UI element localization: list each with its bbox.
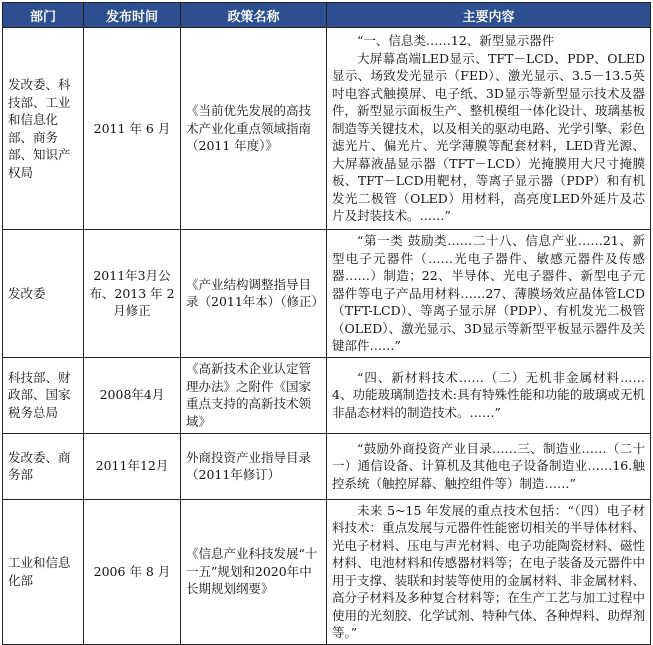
- dept-cell: 工业和信息化部: [3, 499, 84, 644]
- date-cell: 2011年3月公布、2013 年 2 月修正: [84, 230, 181, 358]
- content-paragraph: “第一类 鼓励类……二十八、信息产业……21、新型电子元器件（……光电子器件、敏感元器件及传感器……）制造；22、半导体、光电子器件、新型电子元器件等电子产品用材料……27、薄膜场效应晶体管LCD（TFT-LCD）、等离子显示屏（PDP）、有机发光二极管（OLED）、激光显示、3D显示等新型平板显示器件及关键部件……”: [332, 233, 645, 353]
- table-row: [3, 433, 651, 499]
- policy-cell: 《信息产业科技发展“十一五”规划和2020年中长期规划纲要》: [181, 499, 327, 644]
- table-row: [3, 230, 651, 358]
- policy-table: [2, 2, 651, 645]
- content-cell: [327, 28, 651, 230]
- content-cell: [327, 499, 651, 644]
- date-cell: 2006 年 8 月: [84, 499, 181, 644]
- date-cell: 2008年4月: [84, 357, 181, 433]
- policy-cell: 《高新技术企业认定管理办法》之附件《国家重点支持的高新技术领域》: [181, 357, 327, 433]
- policy-cell: 《当前优先发展的高技术产业化重点领域指南（2011 年度）》: [181, 28, 327, 230]
- header-date: 发布时间: [84, 3, 181, 28]
- content-paragraph: “鼓励外商投资产业目录……三、制造业……（二十一）通信设备、计算机及其他电子设备制造业……16.触控系统（触控屏幕、触控组件等）制造……”: [332, 440, 645, 491]
- content-paragraph: 大屏幕高端LED显示、TFT－LCD、PDP、OLED显示、场致发光显示（FED）、激光显示、3.5－13.5英吋电容式触摸屏、电子纸、3D显示等新型显示技术及器件，新型显示面板生产、整机模组一体化设计、玻璃基板制造等关键技术，以及相关的驱动电路、光学引擎、彩色滤光片、偏光片、光学薄膜等配套材料，LED背光源、大屏幕液晶显示器（TFT－LCD）光掩膜用大尺寸掩膜板、TFT－LCD用靶材，等离子显示器（PDP）和有机发光二极管（OLED）用材料，高亮度LED外延片及芯片及封装技术。……”: [332, 50, 645, 224]
- content-cell: [327, 230, 651, 358]
- content-paragraph: “一、信息类……12、新型显示器件: [357, 33, 555, 49]
- date-cell: 2011 年 6 月: [84, 28, 181, 230]
- dept-cell: 发改委: [3, 230, 84, 358]
- content-cell: [327, 433, 651, 499]
- header-dept: 部门: [3, 3, 84, 28]
- header-row: [3, 3, 651, 28]
- header-policy: 政策名称: [181, 3, 327, 28]
- content-cell: [327, 357, 651, 433]
- policy-cell: 《产业结构调整指导目录（2011年本）（修正）: [181, 230, 327, 358]
- content-paragraph: “四、新材料技术……（二）无机非金属材料……4、功能玻璃制造技术:具有特殊性能和功能的玻璃或无机非晶态材料的制造技术。……”: [332, 369, 645, 420]
- table-row: [3, 499, 651, 644]
- dept-cell: 发改委、科技部、工业和信息化部、商务部、知识产权局: [3, 28, 84, 230]
- policy-cell: 外商投资产业指导目录（2011年修订）: [181, 433, 327, 499]
- table-row: [3, 28, 651, 230]
- table-row: [3, 357, 651, 433]
- dept-cell: 科技部、财政部、国家税务总局: [3, 357, 84, 433]
- dept-cell: 发改委、商务部: [3, 433, 84, 499]
- content-paragraph: 未来 5~15 年发展的重点技术包括：“（四）电子材料技术：重点发展与元器件性能密切相关的半导体材料、光电子材料、压电与声光材料、电子功能陶瓷材料、磁性材料、电池材料和传感器材料等；在电子装备及元器件中用于支撑、装联和封装等使用的金属材料、非金属材料、高分子材料及多种复合材料等；在生产工艺与加工过程中使用的光刻胶、化学试剂、特种气体、各种焊料、助焊剂等。”: [332, 502, 645, 640]
- date-cell: 2011年12月: [84, 433, 181, 499]
- header-content: 主要内容: [327, 3, 651, 28]
